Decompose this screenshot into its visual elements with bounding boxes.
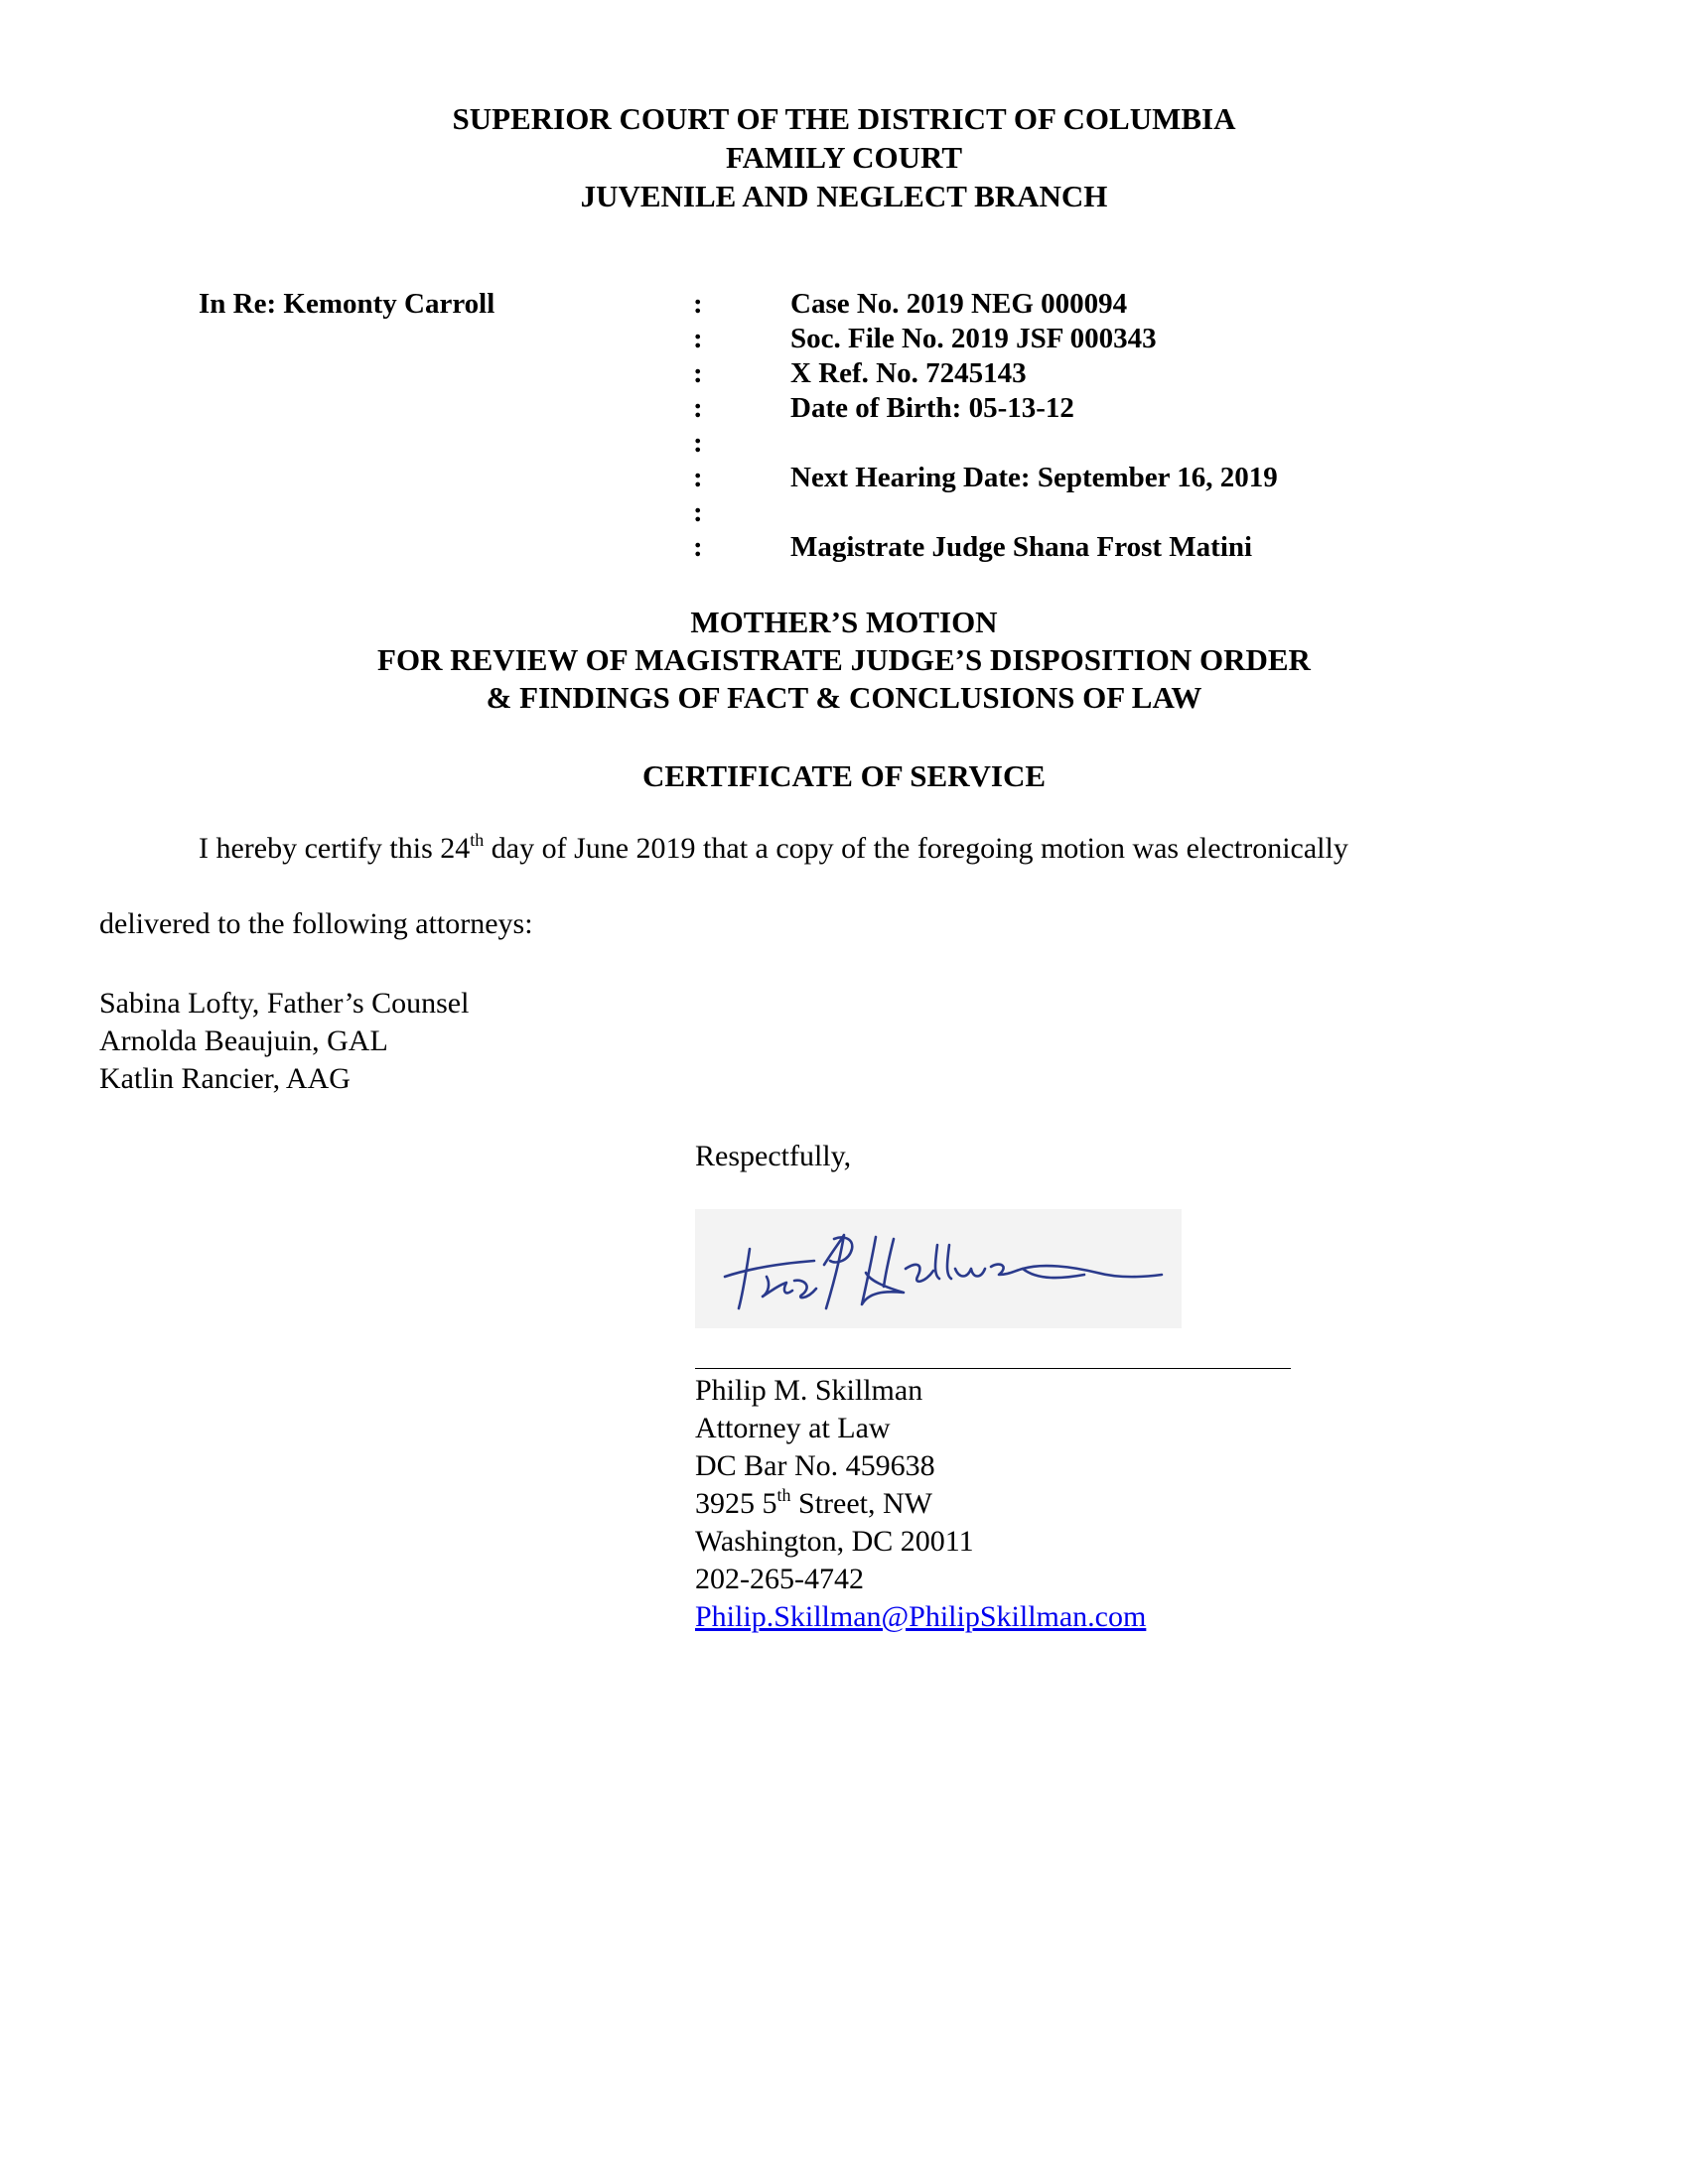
bar-number: DC Bar No. 459638: [695, 1449, 935, 1482]
certificate-text-part: I hereby certify this 24: [199, 832, 471, 865]
caption-row-hearing: [0, 462, 1688, 496]
motion-title-line: MOTHER’S MOTION: [690, 605, 998, 639]
street-address-part: Street, NW: [790, 1487, 932, 1520]
ordinal-suffix: th: [776, 1485, 791, 1505]
court-header: [0, 99, 1688, 215]
magistrate-judge: Magistrate Judge Shana Frost Matini: [790, 531, 1253, 563]
street-address: [695, 1485, 1146, 1523]
court-division: FAMILY COURT: [725, 140, 963, 175]
email-link[interactable]: Philip.Skillman@PhilipSkillman.com: [695, 1600, 1147, 1633]
list-item: Katlin Rancier, AAG: [99, 1062, 351, 1095]
caption-row-soc-file: [0, 323, 1688, 357]
caption-row-blank: [0, 427, 1688, 462]
city-state-zip: Washington, DC 20011: [695, 1525, 974, 1558]
ordinal-suffix: th: [470, 830, 485, 850]
caption-row-dob: [0, 392, 1688, 427]
case-number: Case No. 2019 NEG 000094: [790, 288, 1128, 320]
list-item: Sabina Lofty, Father’s Counsel: [99, 987, 470, 1020]
closing: Respectfully,: [695, 1140, 852, 1172]
next-hearing-date: Next Hearing Date: September 16, 2019: [790, 462, 1278, 493]
list-item: Arnolda Beaujuin, GAL: [99, 1024, 388, 1057]
motion-title: [0, 604, 1688, 717]
attorney-title: Attorney at Law: [695, 1412, 891, 1444]
attorney-name: Philip M. Skillman: [695, 1374, 923, 1407]
motion-title-line: FOR REVIEW OF MAGISTRATE JUDGE’S DISPOSITION ORDER: [377, 642, 1311, 677]
caption-row-case-no: [0, 288, 1688, 323]
date-of-birth: Date of Birth: 05-13-12: [790, 392, 1074, 424]
court-branch: JUVENILE AND NEGLECT BRANCH: [580, 179, 1108, 213]
caption-separator: :: [693, 531, 703, 563]
x-ref-number: X Ref. No. 7245143: [790, 357, 1027, 389]
caption-row-blank: [0, 496, 1688, 531]
caption-separator: :: [693, 462, 703, 493]
caption-separator: :: [693, 427, 703, 459]
certificate-text-part: day of June 2019 that a copy of the foregoing motion was electronically: [484, 832, 1348, 865]
motion-title-line: & FINDINGS OF FACT & CONCLUSIONS OF LAW: [486, 680, 1202, 715]
recipient-list: [99, 985, 469, 1098]
signature-image: [695, 1209, 1182, 1328]
caption-separator: :: [693, 357, 703, 389]
phone-number: 202-265-4742: [695, 1563, 864, 1595]
certificate-heading: CERTIFICATE OF SERVICE: [641, 758, 1047, 793]
caption-separator: :: [693, 288, 703, 320]
caption-separator: :: [693, 392, 703, 424]
case-party: In Re: Kemonty Carroll: [199, 288, 495, 320]
certificate-text-line2: delivered to the following attorneys:: [99, 907, 533, 940]
caption-row-xref: [0, 357, 1688, 392]
handwritten-signature-icon: [695, 1209, 1182, 1328]
caption-separator: :: [693, 323, 703, 354]
soc-file-number: Soc. File No. 2019 JSF 000343: [790, 323, 1157, 354]
attorney-info: [695, 1372, 1146, 1636]
court-name: SUPERIOR COURT OF THE DISTRICT OF COLUMBIA: [452, 101, 1236, 136]
certificate-text: [199, 832, 1348, 866]
caption-separator: :: [693, 496, 703, 528]
street-address-part: 3925 5: [695, 1487, 777, 1520]
caption-row-magistrate: [0, 531, 1688, 566]
signature-line: [695, 1368, 1291, 1369]
